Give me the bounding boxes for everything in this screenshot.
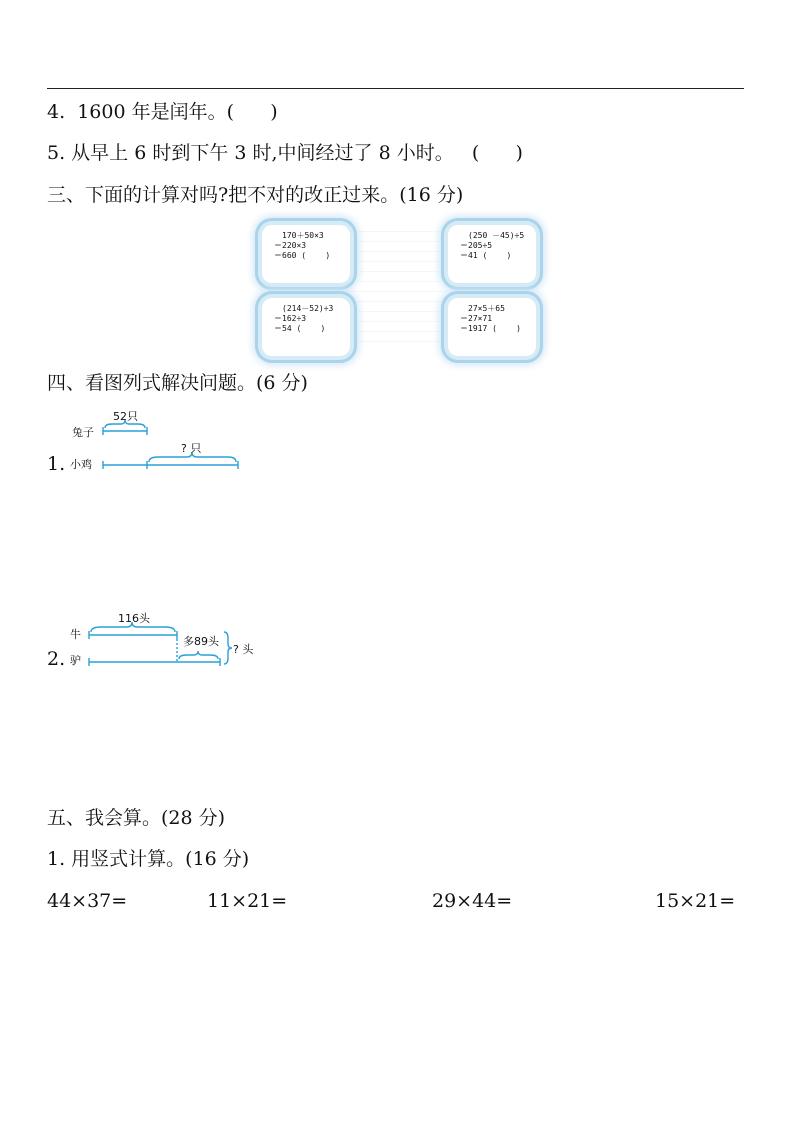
extra-brace <box>179 651 218 659</box>
chicken-label: 小鸡 <box>70 458 92 471</box>
calc-card-line: ＝162÷3 <box>274 314 307 323</box>
donkey-label: 驴 <box>70 654 81 667</box>
calc-card-line: ＝205÷5 <box>460 241 493 250</box>
calc-card-line: ＝220×3 <box>274 241 307 250</box>
section-4-heading: 四、看图列式解决问题。(6 分) <box>47 372 308 394</box>
question-4: 4. 1600 年是闰年。( ) <box>47 101 278 123</box>
chicken-value-label: ? 只 <box>181 442 202 455</box>
extra-value-label: 多89头 <box>183 635 219 648</box>
cow-value-label: 116头 <box>118 612 150 625</box>
calc-card-line: 27×5＋65 <box>468 304 505 313</box>
calc-card-line: (214－52)÷3 <box>282 304 334 313</box>
question-5: 5. 从早上 6 时到下午 3 时,中间经过了 8 小时。 ( ) <box>47 142 523 164</box>
equation-2: 11×21= <box>207 890 288 912</box>
calc-card-line: ＝1917 ( ) <box>460 324 521 333</box>
problem-1-number: 1. <box>47 453 66 475</box>
calc-card-line: ＝54 ( ) <box>274 324 326 333</box>
equation-1: 44×37= <box>47 890 128 912</box>
equation-4: 15×21= <box>655 890 736 912</box>
subsection-1-heading: 1. 用竖式计算。(16 分) <box>47 848 250 870</box>
cow-label: 牛 <box>70 628 81 641</box>
total-value-label: ? 头 <box>233 643 254 656</box>
calc-card-line: 170＋50×3 <box>282 231 324 240</box>
section-5-heading: 五、我会算。(28 分) <box>47 807 226 829</box>
total-brace <box>224 632 232 664</box>
calc-card-line: ＝27×71 <box>460 314 493 323</box>
calc-card-line: (250 －45)÷5 <box>468 231 525 240</box>
rabbit-value-label: 52只 <box>113 410 138 423</box>
rabbit-label: 兔子 <box>72 426 94 439</box>
calc-card-line: ＝41 ( ) <box>460 251 512 260</box>
calc-card-line: ＝660 ( ) <box>274 251 331 260</box>
section-3-heading: 三、下面的计算对吗?把不对的改正过来。(16 分) <box>47 184 464 206</box>
problem-2-number: 2. <box>47 648 66 670</box>
equation-3: 29×44= <box>432 890 513 912</box>
